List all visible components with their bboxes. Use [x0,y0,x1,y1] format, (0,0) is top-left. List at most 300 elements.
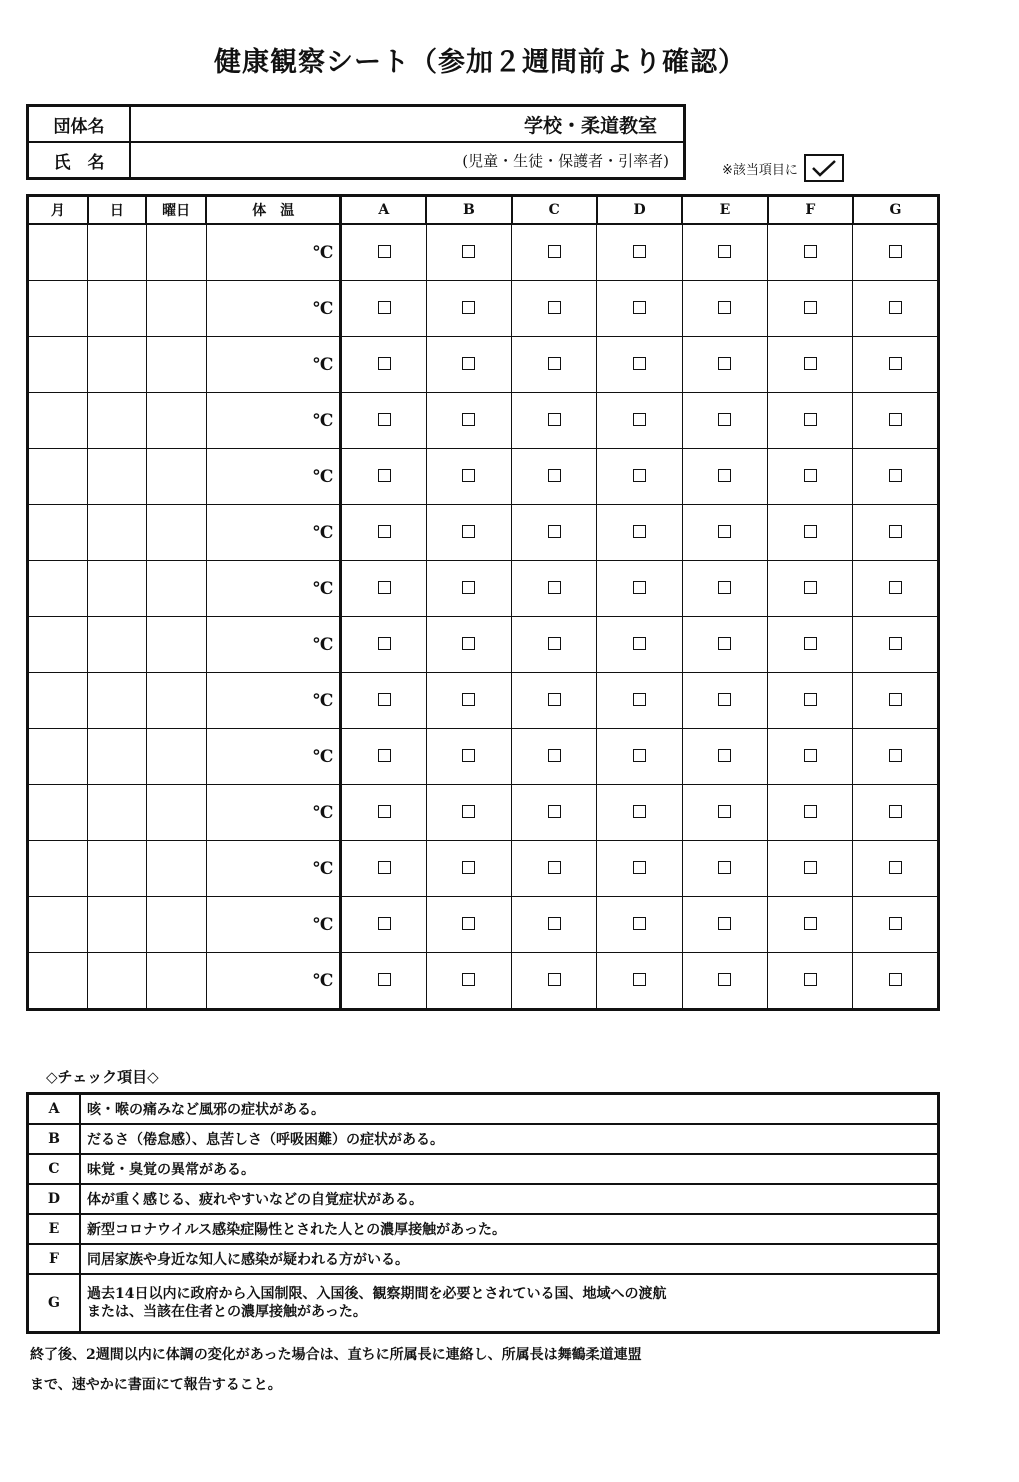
temperature-cell[interactable]: ℃ [206,281,341,337]
temperature-cell[interactable]: ℃ [206,673,341,729]
checkbox-c[interactable] [548,805,561,818]
checklist-row-c [28,1154,939,1184]
check-cell-e [682,785,767,841]
checkbox-b[interactable] [462,805,475,818]
checklist-row-e [28,1214,939,1244]
checkbox-c[interactable] [548,749,561,762]
check-cell-b [426,393,511,449]
checkbox-f[interactable] [804,805,817,818]
checkbox-d[interactable] [633,861,646,874]
checkbox-c[interactable] [548,637,561,650]
check-cell-b [426,505,511,561]
checkbox-a[interactable] [378,861,391,874]
checklist-text: 同居家族や身近な知人に感染が疑われる方がいる。 [80,1244,939,1274]
day-cell[interactable] [88,393,146,449]
checkbox-g[interactable] [889,245,902,258]
checkbox-g[interactable] [889,525,902,538]
checkbox-g[interactable] [889,749,902,762]
check-cell-g [853,224,939,281]
checkbox-a[interactable] [378,749,391,762]
check-cell-a [341,561,426,617]
footer-line2: まで、速やかに書面にて報告すること。 [30,1377,282,1393]
month-cell[interactable] [28,617,88,673]
check-cell-a [341,785,426,841]
checkbox-f[interactable] [804,301,817,314]
checkbox-d[interactable] [633,917,646,930]
month-cell[interactable] [28,281,88,337]
day-cell[interactable] [88,617,146,673]
check-cell-f [768,561,853,617]
check-cell-e [682,897,767,953]
check-cell-c [512,953,597,1010]
checklist-row-a [28,1094,939,1125]
check-cell-f [768,337,853,393]
checklist-row-g [28,1274,939,1333]
weekday-cell[interactable] [146,785,206,841]
checkbox-c[interactable] [548,917,561,930]
table-row [28,897,939,953]
checkbox-a[interactable] [378,973,391,986]
day-cell[interactable] [88,449,146,505]
checkbox-e[interactable] [718,805,731,818]
checkbox-g[interactable] [889,469,902,482]
checkbox-a[interactable] [378,581,391,594]
check-mark-sample [804,154,844,182]
checkbox-a[interactable] [378,301,391,314]
checklist-text-line2: または、当該在住者との濃厚接触があった。 [87,1304,367,1320]
checkbox-g[interactable] [889,861,902,874]
health-grid [26,194,940,1011]
checkbox-g[interactable] [889,581,902,594]
temperature-cell[interactable]: ℃ [206,224,341,281]
temperature-cell[interactable]: ℃ [206,617,341,673]
temperature-cell[interactable]: ℃ [206,505,341,561]
check-cell-c [512,897,597,953]
check-cell-d [597,337,682,393]
header-f: F [768,196,853,225]
checkbox-c[interactable] [548,301,561,314]
checklist-text: 味覚・臭覚の異常がある。 [80,1154,939,1184]
check-cell-g [853,393,939,449]
temperature-cell[interactable]: ℃ [206,561,341,617]
checkbox-c[interactable] [548,973,561,986]
checkbox-f[interactable] [804,357,817,370]
check-cell-f [768,281,853,337]
header-c: C [512,196,597,225]
check-cell-a [341,673,426,729]
day-cell[interactable] [88,337,146,393]
checklist-text: 咳・喉の痛みなど風邪の症状がある。 [80,1094,939,1125]
checklist-text [80,1274,939,1333]
checkbox-b[interactable] [462,413,475,426]
check-cell-e [682,617,767,673]
checkbox-e[interactable] [718,749,731,762]
info-table [26,104,686,180]
header-e: E [682,196,767,225]
weekday-cell[interactable] [146,393,206,449]
day-cell[interactable] [88,281,146,337]
checkbox-f[interactable] [804,917,817,930]
check-cell-d [597,953,682,1010]
checkbox-d[interactable] [633,413,646,426]
table-row [28,673,939,729]
check-cell-c [512,729,597,785]
checkbox-a[interactable] [378,917,391,930]
temperature-cell[interactable]: ℃ [206,449,341,505]
checkbox-a[interactable] [378,413,391,426]
checklist-row-d [28,1184,939,1214]
day-cell[interactable] [88,785,146,841]
checkbox-e[interactable] [718,973,731,986]
checkbox-e[interactable] [718,693,731,706]
checkbox-a[interactable] [378,805,391,818]
month-cell[interactable] [28,449,88,505]
check-cell-c [512,224,597,281]
check-cell-d [597,449,682,505]
checkbox-b[interactable] [462,357,475,370]
checkbox-d[interactable] [633,245,646,258]
header-weekday: 曜日 [146,196,206,225]
check-cell-e [682,673,767,729]
table-row [28,841,939,897]
check-cell-f [768,393,853,449]
checkbox-b[interactable] [462,301,475,314]
checkbox-d[interactable] [633,805,646,818]
checkbox-c[interactable] [548,861,561,874]
check-cell-a [341,281,426,337]
checkbox-b[interactable] [462,749,475,762]
checkbox-c[interactable] [548,581,561,594]
checkbox-e[interactable] [718,469,731,482]
temperature-cell[interactable]: ℃ [206,841,341,897]
checkbox-f[interactable] [804,749,817,762]
header-month: 月 [28,196,88,225]
weekday-cell[interactable] [146,449,206,505]
check-cell-a [341,617,426,673]
checkbox-f[interactable] [804,413,817,426]
checklist-key: F [28,1244,81,1274]
month-cell[interactable] [28,673,88,729]
checkbox-e[interactable] [718,413,731,426]
month-cell[interactable] [28,953,88,1010]
checkbox-f[interactable] [804,693,817,706]
checkbox-b[interactable] [462,917,475,930]
weekday-cell[interactable] [146,617,206,673]
checkbox-e[interactable] [718,357,731,370]
checkbox-d[interactable] [633,749,646,762]
checkbox-a[interactable] [378,357,391,370]
check-cell-g [853,729,939,785]
name-label: 氏 名 [28,142,131,179]
check-cell-d [597,281,682,337]
checkbox-a[interactable] [378,469,391,482]
check-cell-f [768,449,853,505]
check-cell-f [768,505,853,561]
check-cell-b [426,224,511,281]
weekday-cell[interactable] [146,224,206,281]
weekday-cell[interactable] [146,953,206,1010]
month-cell[interactable] [28,224,88,281]
checkbox-e[interactable] [718,581,731,594]
checklist-key: E [28,1214,81,1244]
checkbox-g[interactable] [889,413,902,426]
check-cell-g [853,617,939,673]
checkbox-g[interactable] [889,693,902,706]
check-cell-c [512,505,597,561]
check-cell-f [768,673,853,729]
checkbox-f[interactable] [804,973,817,986]
checkbox-c[interactable] [548,693,561,706]
check-cell-f [768,897,853,953]
month-cell[interactable] [28,337,88,393]
checkbox-c[interactable] [548,245,561,258]
month-cell[interactable] [28,897,88,953]
check-cell-e [682,505,767,561]
checkbox-c[interactable] [548,413,561,426]
check-cell-a [341,841,426,897]
temperature-cell[interactable]: ℃ [206,337,341,393]
check-cell-e [682,561,767,617]
table-row [28,953,939,1010]
table-row [28,449,939,505]
check-cell-a [341,897,426,953]
check-cell-f [768,224,853,281]
checkbox-f[interactable] [804,469,817,482]
table-row [28,505,939,561]
temperature-cell[interactable]: ℃ [206,785,341,841]
check-cell-a [341,449,426,505]
check-cell-e [682,841,767,897]
checkbox-d[interactable] [633,693,646,706]
footer-note [30,1340,930,1400]
month-cell[interactable] [28,561,88,617]
checkbox-e[interactable] [718,525,731,538]
checkbox-a[interactable] [378,637,391,650]
check-cell-e [682,337,767,393]
month-cell[interactable] [28,841,88,897]
weekday-cell[interactable] [146,729,206,785]
check-cell-e [682,953,767,1010]
checklist-title: ◇チェック項目◇ [46,1068,159,1086]
checkbox-e[interactable] [718,861,731,874]
header-temperature: 体 温 [206,196,341,225]
check-cell-b [426,841,511,897]
checkbox-a[interactable] [378,245,391,258]
check-cell-d [597,224,682,281]
checkbox-b[interactable] [462,637,475,650]
month-cell[interactable] [28,729,88,785]
footer-line1: 終了後、2週間以内に体調の変化があった場合は、直ちに所属長に連絡し、所属長は舞鶴柔道連盟 [30,1347,642,1363]
day-cell[interactable] [88,953,146,1010]
check-cell-b [426,953,511,1010]
checkbox-e[interactable] [718,245,731,258]
check-cell-b [426,561,511,617]
weekday-cell[interactable] [146,281,206,337]
check-note-text: ※該当項目に [722,162,798,178]
day-cell[interactable] [88,729,146,785]
check-cell-e [682,281,767,337]
checkbox-c[interactable] [548,469,561,482]
check-cell-e [682,393,767,449]
check-cell-f [768,841,853,897]
checkbox-f[interactable] [804,525,817,538]
checkbox-g[interactable] [889,357,902,370]
checkbox-b[interactable] [462,973,475,986]
temperature-cell[interactable]: ℃ [206,953,341,1010]
checklist-text: だるさ（倦怠感）、息苦しさ（呼吸困難）の症状がある。 [80,1124,939,1154]
checkbox-d[interactable] [633,637,646,650]
check-cell-e [682,729,767,785]
checkbox-f[interactable] [804,861,817,874]
check-cell-e [682,224,767,281]
checkbox-b[interactable] [462,245,475,258]
temperature-cell[interactable]: ℃ [206,393,341,449]
weekday-cell[interactable] [146,505,206,561]
checkbox-b[interactable] [462,861,475,874]
checkbox-b[interactable] [462,525,475,538]
checkbox-d[interactable] [633,469,646,482]
checklist-key: D [28,1184,81,1214]
name-field[interactable]: (児童・生徒・保護者・引率者) [130,142,685,179]
checkbox-e[interactable] [718,637,731,650]
check-cell-g [853,897,939,953]
checkbox-d[interactable] [633,581,646,594]
checkbox-d[interactable] [633,301,646,314]
header-d: D [597,196,682,225]
check-cell-g [853,337,939,393]
checkbox-f[interactable] [804,245,817,258]
weekday-cell[interactable] [146,897,206,953]
check-cell-g [853,449,939,505]
checklist-key: G [28,1274,81,1333]
check-cell-e [682,449,767,505]
check-cell-d [597,729,682,785]
temperature-cell[interactable]: ℃ [206,897,341,953]
check-cell-a [341,729,426,785]
check-cell-g [853,673,939,729]
checkbox-b[interactable] [462,581,475,594]
header-day: 日 [88,196,146,225]
check-cell-b [426,617,511,673]
check-cell-d [597,841,682,897]
check-cell-a [341,337,426,393]
day-cell[interactable] [88,224,146,281]
temperature-cell[interactable]: ℃ [206,729,341,785]
month-cell[interactable] [28,505,88,561]
check-cell-d [597,673,682,729]
table-row [28,729,939,785]
weekday-cell[interactable] [146,337,206,393]
checklist-text-line1: 過去14日以内に政府から入国制限、入国後、観察期間を必要とされている国、地域への渡航 [87,1286,667,1302]
check-cell-d [597,393,682,449]
check-cell-f [768,785,853,841]
day-cell[interactable] [88,561,146,617]
day-cell[interactable] [88,673,146,729]
check-cell-f [768,729,853,785]
check-cell-c [512,561,597,617]
check-cell-b [426,729,511,785]
table-row [28,785,939,841]
checkbox-a[interactable] [378,525,391,538]
check-cell-b [426,449,511,505]
check-cell-g [853,841,939,897]
group-field[interactable]: 学校・柔道教室 [130,106,685,143]
checkbox-g[interactable] [889,917,902,930]
checkbox-g[interactable] [889,301,902,314]
checkbox-f[interactable] [804,581,817,594]
check-cell-d [597,561,682,617]
check-cell-c [512,673,597,729]
check-cell-a [341,505,426,561]
checkbox-d[interactable] [633,525,646,538]
checkbox-a[interactable] [378,693,391,706]
month-cell[interactable] [28,785,88,841]
weekday-cell[interactable] [146,673,206,729]
check-note [722,154,844,182]
checkbox-g[interactable] [889,805,902,818]
check-cell-f [768,953,853,1010]
check-icon [810,159,838,177]
check-cell-g [853,785,939,841]
checkbox-b[interactable] [462,693,475,706]
check-cell-b [426,785,511,841]
checklist-key: B [28,1124,81,1154]
table-row [28,561,939,617]
month-cell[interactable] [28,393,88,449]
day-cell[interactable] [88,841,146,897]
check-cell-d [597,505,682,561]
check-cell-g [853,505,939,561]
header-b: B [426,196,511,225]
checklist-row-f [28,1244,939,1274]
checkbox-c[interactable] [548,525,561,538]
table-row [28,393,939,449]
weekday-cell[interactable] [146,561,206,617]
checkbox-g[interactable] [889,637,902,650]
checkbox-f[interactable] [804,637,817,650]
check-cell-f [768,617,853,673]
checkbox-g[interactable] [889,973,902,986]
grid-header-row [28,196,939,225]
check-cell-c [512,393,597,449]
checkbox-e[interactable] [718,301,731,314]
weekday-cell[interactable] [146,841,206,897]
header-a: A [341,196,426,225]
checkbox-d[interactable] [633,973,646,986]
check-cell-g [853,281,939,337]
check-cell-g [853,953,939,1010]
header-g: G [853,196,939,225]
day-cell[interactable] [88,897,146,953]
check-cell-b [426,337,511,393]
table-row [28,337,939,393]
page-title: 健康観察シート（参加２週間前より確認） [214,47,746,78]
check-cell-a [341,953,426,1010]
checklist-text: 体が重く感じる、疲れやすいなどの自覚症状がある。 [80,1184,939,1214]
table-row [28,617,939,673]
checkbox-b[interactable] [462,469,475,482]
table-row [28,224,939,281]
checkbox-c[interactable] [548,357,561,370]
checkbox-d[interactable] [633,357,646,370]
checkbox-e[interactable] [718,917,731,930]
check-cell-d [597,617,682,673]
check-cell-c [512,841,597,897]
checklist-table [26,1092,940,1334]
check-cell-b [426,673,511,729]
check-cell-a [341,393,426,449]
day-cell[interactable] [88,505,146,561]
